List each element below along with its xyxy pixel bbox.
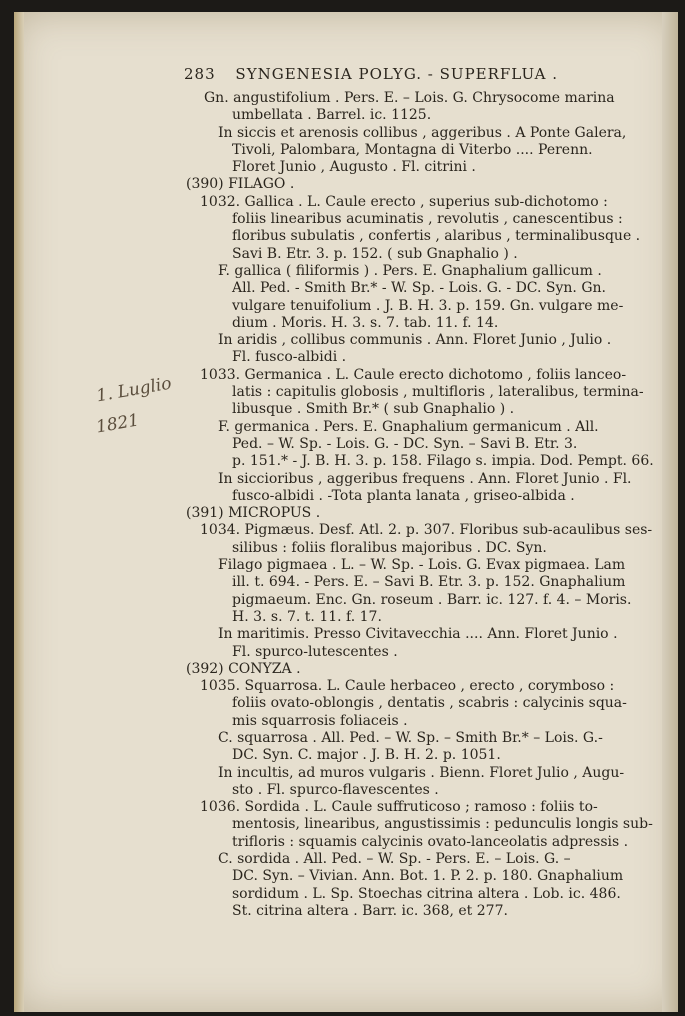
book-page [14,12,678,1012]
genus-heading: (392) CONYZA . [186,660,301,677]
text-line: Fl. fusco-albidi . [232,349,347,366]
species-entry: 1032. Gallica . L. Caule erecto , superius sub-dichotomo : [200,193,608,210]
text-line: In siccis et arenosis collibus , aggeribus . A Ponte Galera, [218,124,627,141]
text-line: St. citrina altera . Barr. ic. 368, et 277. [232,902,508,919]
text-line: ill. t. 694. - Pers. E. – Savi B. Etr. 3. p. 152. Gnaphalium [232,574,626,591]
text-line: F. germanica . Pers. E. Gnaphalium germanicum . All. [218,418,599,435]
species-entry: 1033. Germanica . L. Caule erecto dichotomo , foliis lanceo- [200,366,627,383]
text-line: pigmaeum. Enc. Gn. roseum . Barr. ic. 127. f. 4. – Moris. [232,591,632,608]
running-title: SYNGENESIA POLYG. - SUPERFLUA . [235,65,558,83]
text-line: Fl. spurco-lutescentes . [232,643,398,660]
handwritten-note-line1: 1. Luglio [94,373,174,407]
genus-heading: (391) MICROPUS . [186,505,321,522]
text-line: DC. Syn. C. major . J. B. H. 2. p. 1051. [232,747,501,764]
body-text [14,90,678,1000]
text-line: Ped. – W. Sp. - Lois. G. - DC. Syn. – Savi B. Etr. 3. [232,435,578,452]
text-line: H. 3. s. 7. t. 11. f. 17. [232,608,382,625]
text-line: C. sordida . All. Ped. – W. Sp. - Pers. E. – Lois. G. – [218,851,571,868]
genus-heading: (390) FILAGO . [186,176,295,193]
text-line: In siccioribus , aggeribus frequens . Ann. Floret Junio . Fl. [218,470,632,487]
text-line: Gn. angustifolium . Pers. E. – Lois. G. Chrysocome marina [204,90,615,106]
text-line: Savi B. Etr. 3. p. 152. ( sub Gnaphalio ) . [232,245,518,262]
text-line: F. gallica ( filiformis ) . Pers. E. Gnaphalium gallicum . [218,262,602,279]
text-line: p. 151.* - J. B. H. 3. p. 158. Filago s. impia. Dod. Pempt. 66. [232,453,654,470]
text-line: Tivoli, Palombara, Montagna di Viterbo .... Perenn. [232,141,593,158]
text-line: libusque . Smith Br.* ( sub Gnaphalio ) . [232,401,515,418]
text-line: sordidum . L. Sp. Stoechas citrina altera . Lob. ic. 486. [232,885,621,902]
running-header [184,65,614,83]
text-line: mentosis, linearibus, angustissimis : pedunculis longis sub- [232,816,653,833]
page-number: 283 [184,65,216,83]
species-entry: 1034. Pigmæus. Desf. Atl. 2. p. 307. Floribus sub-acaulibus ses- [200,522,653,539]
text-line: trifloris : squamis calycinis ovato-lanceolatis adpressis . [232,833,629,850]
text-line: umbellata . Barrel. ic. 1125. [232,107,432,124]
text-line: In aridis , collibus communis . Ann. Floret Junio , Julio . [218,332,612,349]
text-line: In maritimis. Presso Civitavecchia .... Ann. Floret Junio . [218,626,618,643]
text-line: fusco-albidi . -Tota planta lanata , griseo-albida . [232,487,575,504]
text-line: latis : capitulis globosis , multifloris , lateralibus, termina- [232,384,644,401]
handwritten-note-line2: 1821 [94,410,141,438]
text-line: sto . Fl. spurco-flavescentes . [232,781,439,798]
text-line: dium . Moris. H. 3. s. 7. tab. 11. f. 14. [232,314,499,331]
text-line: Floret Junio , Augusto . Fl. citrini . [232,159,476,176]
text-line: DC. Syn. – Vivian. Ann. Bot. 1. P. 2. p. 180. Gnaphalium [232,868,624,885]
text-line: silibus : foliis floralibus majoribus . DC. Syn. [232,539,547,556]
text-line: vulgare tenuifolium . J. B. H. 3. p. 159. Gn. vulgare me- [232,297,624,314]
species-entry: 1035. Squarrosa. L. Caule herbaceo , erecto , corymboso : [200,678,615,695]
text-line: All. Ped. - Smith Br.* - W. Sp. - Lois. G. - DC. Syn. Gn. [232,280,606,297]
text-line: floribus subulatis , confertis , alaribus , terminalibusque . [232,228,641,245]
species-entry: 1036. Sordida . L. Caule suffruticoso ; ramoso : foliis to- [200,799,598,816]
text-line: In incultis, ad muros vulgaris . Bienn. Floret Julio , Augu- [218,764,625,781]
text-line: foliis ovato-oblongis , dentatis , scabris : calycinis squa- [232,695,627,712]
text-line: Filago pigmaea . L. – W. Sp. - Lois. G. Evax pigmaea. Lam [218,557,626,574]
text-line: foliis linearibus acuminatis , revolutis , canescentibus : [232,211,623,228]
text-line: C. squarrosa . All. Ped. – W. Sp. – Smith Br.* – Lois. G.- [218,729,603,746]
text-line: mis squarrosis foliaceis . [232,712,408,729]
